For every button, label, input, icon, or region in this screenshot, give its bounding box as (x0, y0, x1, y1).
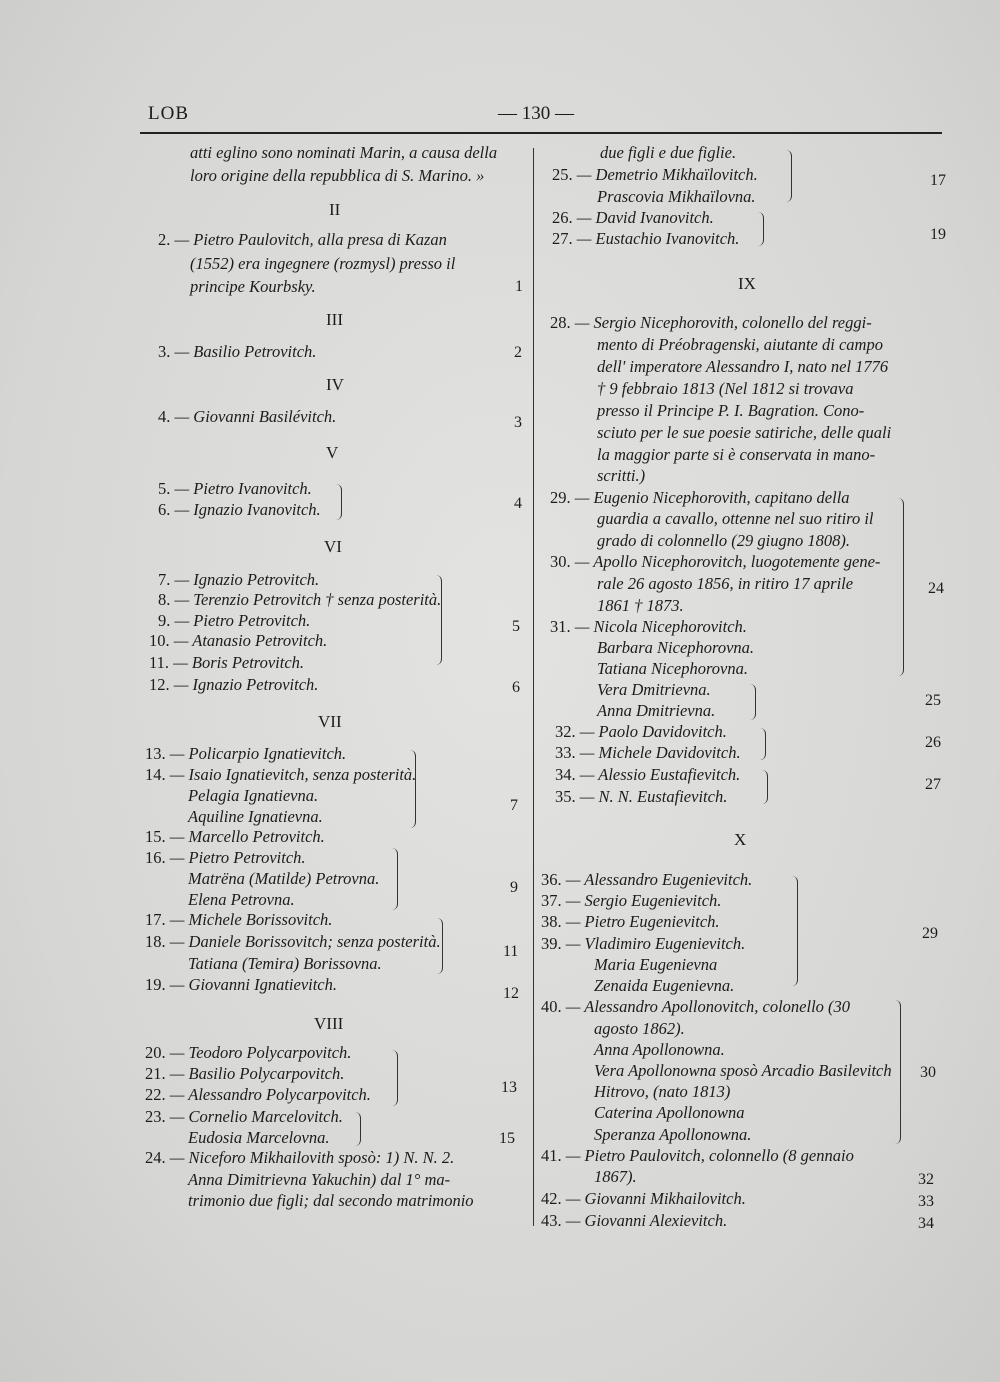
entry-line (145, 975, 337, 995)
entry-number: 27. (552, 229, 573, 248)
entry-line: Pelagia Ignatievna. (188, 786, 319, 805)
section-heading: II (329, 200, 341, 219)
entry-line (552, 229, 739, 249)
entry-line: Anna Dmitrievna. (597, 701, 716, 720)
entry-line (145, 744, 346, 764)
entry-line (158, 590, 441, 610)
entry-line (145, 827, 325, 847)
page-reference: 3 (514, 414, 522, 431)
entry-number: 42. (541, 1189, 562, 1208)
entry-line: Matrëna (Matilde) Petrovna. (188, 869, 380, 888)
entry-line (555, 765, 740, 785)
intro-line: loro origine della repubblica di S. Marino. » (190, 166, 485, 185)
entry-line (541, 997, 850, 1017)
entry-number: 40. (541, 997, 562, 1016)
entry-line (555, 743, 741, 763)
entry-line: principe Kourbsky. (190, 277, 316, 296)
entry-number: 10. (149, 631, 170, 650)
entry-text: — Ignazio Ivanovitch. (174, 500, 321, 519)
entry-number: 24. (145, 1148, 166, 1167)
brace (355, 1112, 361, 1146)
entry-line (149, 653, 304, 673)
entry-line (145, 910, 332, 930)
section-heading: VIII (314, 1014, 344, 1033)
entry-line (158, 570, 319, 590)
entry-line (552, 165, 758, 185)
entry-number: 7. (158, 570, 171, 589)
entry-number: 19. (145, 975, 166, 994)
entry-number: 23. (145, 1107, 166, 1126)
entry-line: Elena Petrovna. (188, 890, 295, 909)
entry-text: — David Ivanovitch. (576, 208, 714, 227)
entry-line: Zenaida Eugenievna. (594, 976, 735, 995)
entry-line: Eudosia Marcelovna. (188, 1128, 330, 1147)
entry-line: Prascovia Mikhaïlovna. (597, 187, 756, 206)
entry-text: — Pietro Ivanovitch. (174, 479, 312, 498)
entry-text: — Eustachio Ivanovitch. (576, 229, 740, 248)
entry-line: Tatiana (Temira) Borissovna. (188, 954, 382, 973)
entry-text: — Isaio Ignatievitch, senza posterità. (169, 765, 417, 784)
page-number: — 130 — (498, 103, 574, 124)
entry-number: 15. (145, 827, 166, 846)
brace (392, 848, 398, 910)
entry-text: — Pietro Petrovitch. (169, 848, 306, 867)
entry-line (550, 617, 747, 637)
entry-text: — Sergio Nicephorovith, colonello del reggi- (574, 313, 872, 332)
entry-number: 37. (541, 891, 562, 910)
entry-text: — Niceforo Mikhailovith sposò: 1) N. N. 2. (169, 1148, 455, 1167)
entry-line: grado di colonnello (29 giugno 1808). (597, 531, 850, 550)
page-reference: 26 (925, 734, 941, 751)
entry-line (555, 722, 727, 742)
brace (437, 918, 443, 974)
entry-line (541, 934, 745, 954)
entry-text: — N. N. Eustafievitch. (579, 787, 728, 806)
entry-text: — Eugenio Nicephorovith, capitano della (574, 488, 850, 507)
entry-line (158, 342, 316, 362)
page-reference: 1 (515, 278, 523, 295)
entry-number: 6. (158, 500, 171, 519)
brace (792, 876, 798, 986)
section-heading: IX (738, 274, 756, 293)
entry-line: trimonio due figli; dal secondo matrimonio (188, 1191, 474, 1210)
brace (758, 212, 764, 246)
page-reference: 34 (918, 1215, 934, 1232)
entry-text: — Paolo Davidovitch. (579, 722, 727, 741)
entry-number: 12. (149, 675, 170, 694)
page-reference: 6 (512, 679, 520, 696)
entry-text: — Ignazio Petrovitch. (174, 570, 320, 589)
entry-line (555, 787, 727, 807)
entry-line (145, 1085, 371, 1105)
entry-line (149, 631, 327, 651)
entry-line: Speranza Apollonowna. (594, 1125, 752, 1144)
entry-number: 30. (550, 552, 571, 571)
page-reference: 33 (918, 1193, 934, 1210)
entry-number: 14. (145, 765, 166, 784)
entry-line (541, 891, 721, 911)
entry-line: sciuto per le sue poesie satiriche, delle quali (597, 423, 892, 442)
entry-line (550, 552, 880, 572)
page-reference: 25 (925, 692, 941, 709)
entry-text: — Alessio Eustafievitch. (579, 765, 741, 784)
entry-line (158, 500, 321, 520)
entry-number: 20. (145, 1043, 166, 1062)
entry-line (145, 1148, 454, 1168)
entry-line (550, 313, 872, 333)
entry-line: presso il Principe P. I. Bagration. Cono- (597, 401, 865, 420)
brace (436, 575, 442, 665)
entry-line (145, 1064, 344, 1084)
entry-number: 16. (145, 848, 166, 867)
entry-number: 41. (541, 1146, 562, 1165)
entry-text: — Apollo Nicephorovitch, luogotemente gene- (574, 552, 881, 571)
entry-number: 28. (550, 313, 571, 332)
entry-number: 8. (158, 590, 171, 609)
entry-text: — Demetrio Mikhaïlovitch. (576, 165, 758, 184)
entry-number: 29. (550, 488, 571, 507)
page-reference: 30 (920, 1064, 936, 1081)
entry-number: 17. (145, 910, 166, 929)
entry-number: 31. (550, 617, 571, 636)
entry-line: la maggior parte si è conservata in mano- (597, 445, 876, 464)
entry-number: 22. (145, 1085, 166, 1104)
entry-number: 3. (158, 342, 171, 361)
running-head: LOB (148, 103, 189, 124)
page-reference: 7 (510, 797, 518, 814)
page-reference: 17 (930, 172, 946, 189)
entry-line: rale 26 agosto 1856, in ritiro 17 aprile (597, 574, 854, 593)
entry-text: — Pietro Paulovitch, colonnello (8 gennaio (565, 1146, 854, 1165)
entry-line (550, 488, 850, 508)
entry-line (552, 208, 714, 228)
entry-text: — Giovanni Alexievitch. (565, 1211, 728, 1230)
page-reference: 4 (514, 495, 522, 512)
entry-line: Caterina Apollonowna (594, 1103, 745, 1122)
entry-line: dell' imperatore Alessandro I, nato nel 1776 (597, 357, 889, 376)
entry-line: Barbara Nicephorovna. (597, 638, 755, 657)
entry-number: 34. (555, 765, 576, 784)
entry-line: (1552) era ingegnere (rozmysl) presso il (190, 254, 456, 273)
entry-line (149, 675, 318, 695)
entry-line: Vera Apollonowna sposò Arcadio Basilevitch (594, 1061, 892, 1080)
page-reference: 19 (930, 226, 946, 243)
entry-number: 18. (145, 932, 166, 951)
entry-number: 39. (541, 934, 562, 953)
section-heading: VII (318, 712, 342, 731)
entry-line (541, 870, 752, 890)
entry-line: mento di Préobragenski, aiutante di campo (597, 335, 883, 354)
entry-text: — Nicola Nicephorovitch. (574, 617, 747, 636)
brace (762, 770, 768, 804)
entry-line: due figli e due figlie. (600, 143, 737, 162)
entry-text: — Basilio Petrovitch. (174, 342, 317, 361)
entry-line (541, 1146, 854, 1166)
entry-text: — Teodoro Polycarpovitch. (169, 1043, 352, 1062)
entry-text: — Basilio Polycarpovitch. (169, 1064, 345, 1083)
section-heading: V (326, 443, 339, 462)
entry-line: † 9 febbraio 1813 (Nel 1812 si trovava (597, 379, 854, 398)
brace (392, 1050, 398, 1106)
brace (750, 684, 756, 720)
entry-text: — Alessandro Eugenievitch. (565, 870, 753, 889)
page-reference: 12 (503, 985, 519, 1002)
entry-line: guardia a cavallo, ottenne nel suo ritiro il (597, 509, 874, 528)
entry-text: — Giovanni Basilévitch. (174, 407, 337, 426)
entry-text: — Daniele Borissovitch; senza posterità. (169, 932, 441, 951)
page-reference: 13 (501, 1079, 517, 1096)
entry-line (158, 479, 312, 499)
entry-text: — Michele Davidovitch. (579, 743, 741, 762)
entry-number: 35. (555, 787, 576, 806)
entry-text: — Alessandro Polycarpovitch. (169, 1085, 371, 1104)
page-reference: 9 (510, 879, 518, 896)
page-reference: 27 (925, 776, 941, 793)
entry-number: 4. (158, 407, 171, 426)
entry-line (145, 1043, 351, 1063)
header-rule (140, 132, 942, 134)
entry-text: — Giovanni Mikhailovitch. (565, 1189, 746, 1208)
entry-text: — Vladimiro Eugenievitch. (565, 934, 746, 953)
entry-number: 33. (555, 743, 576, 762)
page-reference: 24 (928, 580, 944, 597)
entry-line (158, 230, 447, 250)
entry-line (541, 1211, 727, 1231)
entry-line: scritti.) (597, 466, 646, 485)
entry-text: — Pietro Eugenievitch. (565, 912, 720, 931)
column-divider (533, 148, 534, 1226)
entry-number: 36. (541, 870, 562, 889)
entry-text: — Pietro Petrovitch. (174, 611, 311, 630)
page-reference: 11 (503, 943, 519, 960)
entry-number: 13. (145, 744, 166, 763)
brace (895, 1000, 901, 1144)
entry-text: — Giovanni Ignatievitch. (169, 975, 338, 994)
page-reference: 32 (918, 1171, 934, 1188)
entry-line: Tatiana Nicephorovna. (597, 659, 748, 678)
entry-text: — Boris Petrovitch. (173, 653, 305, 672)
entry-text: — Cornelio Marcelovitch. (169, 1107, 343, 1126)
section-heading: IV (326, 375, 344, 394)
entry-line: agosto 1862). (594, 1019, 685, 1038)
entry-text: — Policarpio Ignatievitch. (169, 744, 347, 763)
entry-line: 1867). (594, 1167, 637, 1186)
entry-line (158, 611, 310, 631)
entry-text: — Sergio Eugenievitch. (565, 891, 722, 910)
page-reference: 5 (512, 618, 520, 635)
entry-line (145, 932, 441, 952)
entry-number: 25. (552, 165, 573, 184)
entry-text: — Atanasio Petrovitch. (173, 631, 328, 650)
brace (410, 750, 416, 828)
brace (898, 498, 904, 676)
entry-number: 2. (158, 230, 171, 249)
entry-text: — Michele Borissovitch. (169, 910, 333, 929)
entry-number: 32. (555, 722, 576, 741)
entry-text: — Alessandro Apollonovitch, colonello (30 (565, 997, 851, 1016)
entry-line: 1861 † 1873. (597, 596, 684, 615)
entry-number: 43. (541, 1211, 562, 1230)
entry-text: — Terenzio Petrovitch † senza posterità. (174, 590, 442, 609)
entry-number: 38. (541, 912, 562, 931)
page-reference: 29 (922, 925, 938, 942)
entry-line (541, 912, 720, 932)
page-reference: 15 (499, 1130, 515, 1147)
entry-line: Aquiline Ignatievna. (188, 807, 323, 826)
entry-text: — Marcello Petrovitch. (169, 827, 325, 846)
entry-number: 21. (145, 1064, 166, 1083)
entry-line: Vera Dmitrievna. (597, 680, 711, 699)
page-reference: 2 (514, 344, 522, 361)
section-heading: III (326, 310, 343, 329)
brace (760, 728, 766, 760)
entry-number: 5. (158, 479, 171, 498)
entry-line (145, 848, 306, 868)
entry-line: Anna Dimitrievna Yakuchin) dal 1° ma- (188, 1170, 451, 1189)
entry-number: 11. (149, 653, 170, 672)
entry-line (145, 1107, 343, 1127)
section-heading: VI (324, 537, 342, 556)
entry-line: Maria Eugenievna (594, 955, 718, 974)
section-heading: X (734, 830, 747, 849)
intro-line: atti eglino sono nominati Marin, a causa della (190, 143, 498, 162)
brace (786, 150, 792, 202)
entry-line: Anna Apollonowna. (594, 1040, 725, 1059)
entry-line (158, 407, 336, 427)
entry-number: 26. (552, 208, 573, 227)
entry-text: — Pietro Paulovitch, alla presa di Kazan (174, 230, 447, 249)
entry-number: 9. (158, 611, 171, 630)
entry-line: Hitrovo, (nato 1813) (594, 1082, 731, 1101)
entry-line (145, 765, 416, 785)
entry-text: — Ignazio Petrovitch. (173, 675, 319, 694)
entry-line (541, 1189, 746, 1209)
brace (336, 484, 342, 520)
